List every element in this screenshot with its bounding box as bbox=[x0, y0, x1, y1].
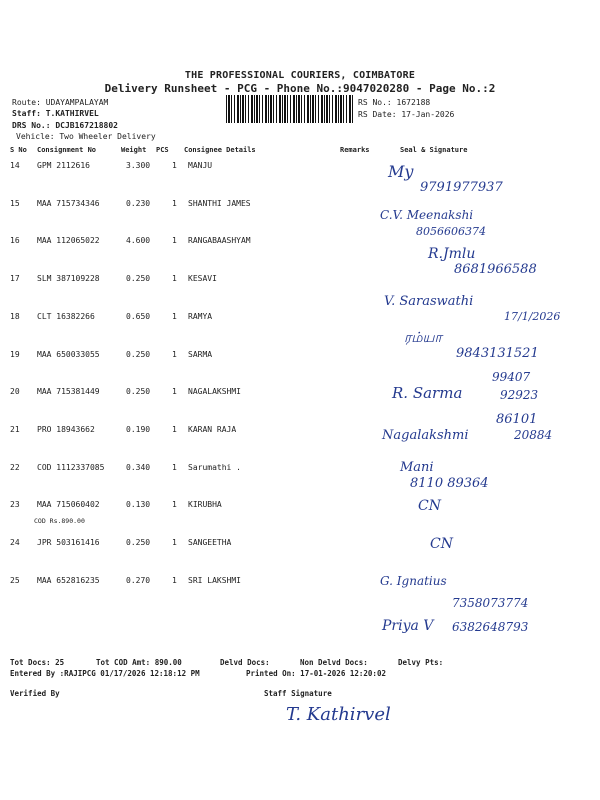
row-sno: 17 bbox=[10, 274, 20, 283]
row-consignment-no: MAA 715734346 bbox=[37, 199, 100, 208]
row-sno: 22 bbox=[10, 463, 20, 472]
row-weight: 0.270 bbox=[126, 576, 151, 585]
signature-date: 17/1/2026 bbox=[504, 310, 561, 323]
row-pcs: 1 bbox=[172, 425, 177, 434]
row-consignee: SANGEETHA bbox=[188, 538, 232, 547]
row-weight: 0.230 bbox=[126, 199, 151, 208]
row-pcs: 1 bbox=[172, 312, 177, 321]
signature-phone: 86101 bbox=[496, 412, 538, 427]
delivered-docs: Delvd Docs: bbox=[220, 658, 270, 667]
row-weight: 0.650 bbox=[126, 312, 151, 321]
col-pcs: PCS bbox=[156, 146, 169, 154]
printed-on: Printed On: 17-01-2026 12:20:02 bbox=[246, 669, 386, 678]
rs-number: RS No.: 1672188 bbox=[358, 98, 431, 107]
row-consignee: KARAN RAJA bbox=[188, 425, 237, 434]
cod-note: COD Rs.890.00 bbox=[34, 517, 85, 525]
row-consignment-no: SLM 387109228 bbox=[37, 274, 100, 283]
row-consignee: KESAVI bbox=[188, 274, 217, 283]
runsheet-title: Delivery Runsheet - PCG - Phone No.:9047020280 - Page No.:2 bbox=[104, 82, 496, 95]
row-consignment-no: GPM 2112616 bbox=[37, 161, 90, 170]
signature: R. Sarma bbox=[392, 384, 463, 402]
total-cod: Tot COD Amt: 890.00 bbox=[96, 658, 182, 667]
signature-phone: 7358073774 bbox=[452, 596, 529, 610]
row-weight: 0.250 bbox=[126, 387, 151, 396]
barcode bbox=[226, 95, 354, 123]
signature: Priya V bbox=[382, 618, 434, 634]
row-pcs: 1 bbox=[172, 199, 177, 208]
non-delivered-docs: Non Delvd Docs: bbox=[300, 658, 368, 667]
staff: Staff: T.KATHIRVEL bbox=[12, 109, 99, 118]
signature-phone: 9791977937 bbox=[420, 180, 503, 195]
row-pcs: 1 bbox=[172, 387, 177, 396]
staff-signature-label: Staff Signature bbox=[264, 689, 332, 698]
row-sno: 14 bbox=[10, 161, 20, 170]
row-consignee: MANJU bbox=[188, 161, 213, 170]
row-sno: 23 bbox=[10, 500, 20, 509]
row-consignment-no: MAA 112065022 bbox=[37, 236, 100, 245]
signature-phone: 8110 89364 bbox=[410, 476, 489, 491]
row-sno: 19 bbox=[10, 350, 20, 359]
drs-number: DRS No.: DCJB167218802 bbox=[12, 121, 118, 130]
row-consignee: SRI LAKSHMI bbox=[188, 576, 241, 585]
row-sno: 25 bbox=[10, 576, 20, 585]
row-consignee: SHANTHI JAMES bbox=[188, 199, 251, 208]
delivery-points: Delvy Pts: bbox=[398, 658, 444, 667]
row-consignee: SARMA bbox=[188, 350, 213, 359]
row-sno: 21 bbox=[10, 425, 20, 434]
signature: CN bbox=[418, 498, 441, 514]
row-pcs: 1 bbox=[172, 463, 177, 472]
col-sno: S No bbox=[10, 146, 27, 154]
row-sno: 24 bbox=[10, 538, 20, 547]
row-sno: 16 bbox=[10, 236, 20, 245]
row-consignment-no: MAA 715060402 bbox=[37, 500, 100, 509]
rs-date: RS Date: 17-Jan-2026 bbox=[358, 110, 455, 119]
signature: CN bbox=[430, 536, 453, 552]
row-weight: 3.300 bbox=[126, 161, 151, 170]
entered-by: Entered By :RAJIPCG 01/17/2026 12:18:12 PM bbox=[10, 669, 200, 678]
signature: G. Ignatius bbox=[380, 574, 447, 588]
signature-phone: 6382648793 bbox=[452, 620, 529, 634]
col-seal: Seal & Signature bbox=[400, 146, 468, 154]
row-consignee: KIRUBHA bbox=[188, 500, 222, 509]
signature-phone: 99407 bbox=[492, 370, 531, 384]
col-weight: Weight bbox=[121, 146, 147, 154]
signature-phone: 9843131521 bbox=[456, 346, 539, 361]
row-consignment-no: MAA 650033055 bbox=[37, 350, 100, 359]
signature: Mani bbox=[400, 460, 434, 475]
row-pcs: 1 bbox=[172, 576, 177, 585]
row-consignee: RAMYA bbox=[188, 312, 213, 321]
row-pcs: 1 bbox=[172, 161, 177, 170]
row-consignment-no: MAA 715381449 bbox=[37, 387, 100, 396]
signature: C.V. Meenakshi bbox=[380, 208, 474, 222]
row-pcs: 1 bbox=[172, 350, 177, 359]
signature: My bbox=[388, 162, 414, 181]
row-pcs: 1 bbox=[172, 538, 177, 547]
row-consignment-no: COD 1112337085 bbox=[37, 463, 105, 472]
row-weight: 4.600 bbox=[126, 236, 151, 245]
col-remarks: Remarks bbox=[340, 146, 370, 154]
signature-phone: 20884 bbox=[514, 428, 553, 442]
row-consignment-no: JPR 503161416 bbox=[37, 538, 100, 547]
signature-phone: 8681966588 bbox=[454, 262, 537, 277]
vehicle: Vehicle: Two Wheeler Delivery bbox=[16, 132, 156, 141]
row-pcs: 1 bbox=[172, 236, 177, 245]
signature: V. Saraswathi bbox=[384, 294, 474, 309]
signature-phone: 8056606374 bbox=[416, 225, 486, 238]
route: Route: UDAYAMPALAYAM bbox=[12, 98, 109, 107]
row-sno: 18 bbox=[10, 312, 20, 321]
row-weight: 0.130 bbox=[126, 500, 151, 509]
row-consignment-no: PRO 18943662 bbox=[37, 425, 95, 434]
signature: ரம்யா bbox=[404, 330, 442, 346]
row-sno: 20 bbox=[10, 387, 20, 396]
row-weight: 0.190 bbox=[126, 425, 151, 434]
staff-signature: T. Kathirvel bbox=[286, 704, 391, 725]
row-consignee: Sarumathi . bbox=[188, 463, 241, 472]
row-pcs: 1 bbox=[172, 274, 177, 283]
row-consignee: NAGALAKSHMI bbox=[188, 387, 241, 396]
row-pcs: 1 bbox=[172, 500, 177, 509]
signature-phone: 92923 bbox=[500, 388, 539, 402]
col-consignment: Consignment No bbox=[37, 146, 97, 154]
row-sno: 15 bbox=[10, 199, 20, 208]
col-consignee: Consignee Details bbox=[184, 146, 256, 154]
total-docs: Tot Docs: 25 bbox=[10, 658, 65, 667]
row-consignment-no: CLT 16382266 bbox=[37, 312, 95, 321]
signature: R.Jmlu bbox=[428, 246, 476, 262]
row-weight: 0.340 bbox=[126, 463, 151, 472]
row-consignee: RANGABAASHYAM bbox=[188, 236, 251, 245]
row-weight: 0.250 bbox=[126, 350, 151, 359]
signature: Nagalakshmi bbox=[382, 428, 469, 443]
verified-by: Verified By bbox=[10, 689, 60, 698]
row-consignment-no: MAA 652816235 bbox=[37, 576, 100, 585]
row-weight: 0.250 bbox=[126, 274, 151, 283]
row-weight: 0.250 bbox=[126, 538, 151, 547]
company-name: THE PROFESSIONAL COURIERS, COIMBATORE bbox=[184, 70, 416, 81]
